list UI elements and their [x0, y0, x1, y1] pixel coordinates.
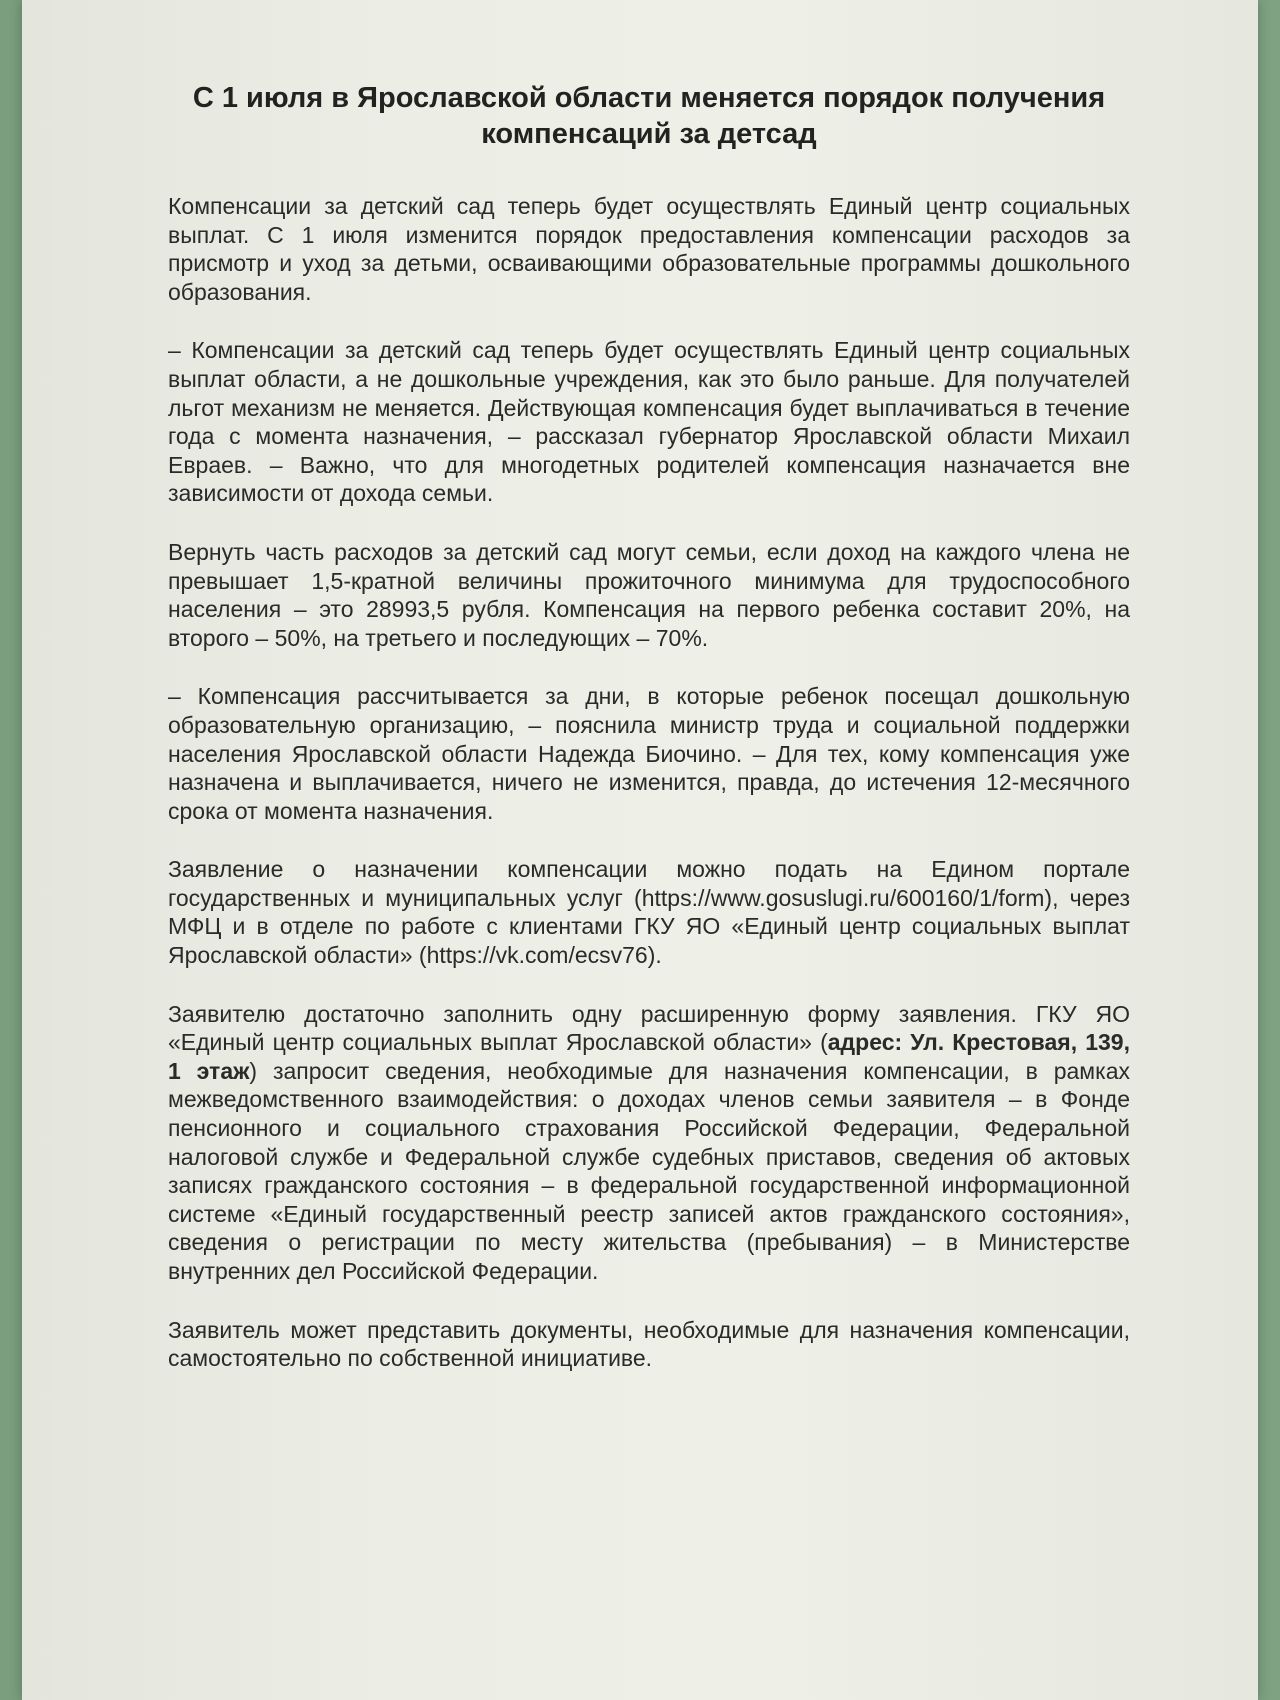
application-text-before: Заявителю достаточно заполнить одну расширенную форму заявления. ГКУ ЯО «Единый центр социальных выплат Ярославской области» ( [168, 1000, 1130, 1056]
paragraph-how-to-apply: Заявление о назначении компенсации можно подать на Едином портале государственных и муниципальных услуг (https://www.gosuslugi.ru/600160/1/form), через МФЦ и в отделе по работе с клиентами ГКУ ЯО «Единый центр социальных выплат Ярославской области» (https://vk.com/ecsv76). [168, 856, 1130, 969]
document-body [168, 80, 1130, 1403]
paper-sheet [22, 0, 1258, 1700]
document-title: С 1 июля в Ярославской области меняется порядок получения компенсаций за детсад [192, 82, 1106, 150]
paragraph-intro: Компенсации за детский сад теперь будет осуществлять Единый центр социальных выплат. С 1 июля изменится порядок предоставления компенсации расходов за присмотр и уход за детьми, осваивающими образовательные программы дошкольного образования. [168, 193, 1130, 305]
paragraph-application-form [168, 1000, 1130, 1286]
application-text-after: ) запросит сведения, необходимые для назначения компенсации, в рамках межведомственного взаимодействия: о доходах членов семьи заявителя – в Фонде пенсионного и социального страхования Российской Федерации, Федеральной налоговой службе и Федеральной службе судебных приставов, сведения об актовых записях гражданского состояния – в федеральной государственной информационной системе «Единый государственный реестр записей актов гражданского состояния», сведения о регистрации по месту жительства (пребывания) – в Министерстве внутренних дел Российской Федерации. [168, 1057, 1130, 1284]
office-address: адрес: Ул. Крестовая, 139, 1 этаж [168, 1029, 1130, 1084]
paragraph-minister-quote: – Компенсация рассчитывается за дни, в которые ребенок посещал дошкольную образовательную организацию, – пояснила министр труда и социальной поддержки населения Ярославской области Надежда Биочино. – Для тех, кому компенсация уже назначена и выплачивается, ничего не изменится, правда, до истечения 12-месячного срока от момента назначения. [168, 683, 1130, 824]
paragraph-governor-quote: – Компенсации за детский сад теперь будет осуществлять Единый центр социальных выплат области, а не дошкольные учреждения, как это было раньше. Для получателей льгот механизм не меняется. Действующая компенсация будет выплачиваться в течение года с момента назначения, – рассказал губернатор Ярославской области Михаил Евраев. – Важно, что для многодетных родителей компенсация назначается вне зависимости от дохода семьи. [168, 337, 1130, 507]
paragraph-documents: Заявитель может представить документы, необходимые для назначения компенсации, самостоятельно по собственной инициативе. [168, 1316, 1130, 1372]
paragraph-eligibility: Вернуть часть расходов за детский сад могут семьи, если доход на каждого члена не превышает 1,5-кратной величины прожиточного минимума для трудоспособного населения – это 28993,5 рубля. Компенсация на первого ребенка составит 20%, на второго – 50%, на третьего и последующих – 70%. [168, 538, 1130, 651]
